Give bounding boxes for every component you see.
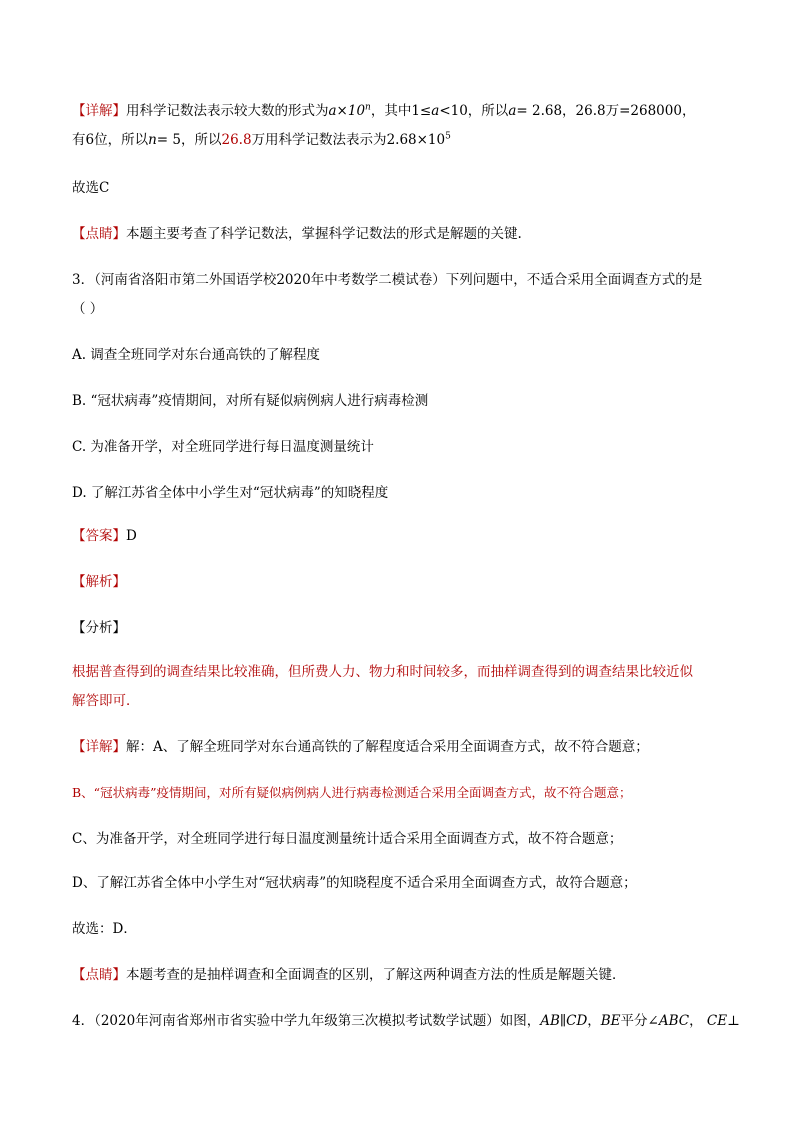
q3-detail-c: C、为准备开学，对全班同学进行每日温度测量统计适合采用全面调查方式，故不符合题意； xyxy=(72,831,623,847)
q2-point-tag: 【点睛】 xyxy=(72,226,126,242)
q4-stem-seg1: 4．（2020年河南省郑州市省实验中学九年级第三次模拟考试数学试题）如图， xyxy=(72,1013,541,1029)
q2-point-text: 本题主要考查了科学记数法，掌握科学记数法的形式是解题的关键. xyxy=(126,226,522,242)
q2-choose: 故选C xyxy=(72,180,110,196)
q2-detail-seg1: 用科学记数法表示较大数的形式为 xyxy=(126,103,329,119)
q2-detail-line-2 xyxy=(72,130,732,150)
q2-detail2-formula: n xyxy=(148,132,157,148)
q4-formula-abc: ABC xyxy=(658,1013,690,1029)
q4-formula-be: BE xyxy=(600,1013,621,1029)
q2-detail-seg4: = 2.68，26.8万=268000， xyxy=(516,103,696,119)
q3-fenxi-text-2: 解答即可． xyxy=(72,693,140,709)
q3-point xyxy=(72,965,732,985)
q4-stem-seg2: ， xyxy=(587,1013,601,1029)
q3-detail-d: D、了解江苏省全体中小学生对“冠状病毒”的知晓程度不适合采用全面调查方式，故符合题意； xyxy=(72,875,637,891)
q2-detail-line-1 xyxy=(72,101,732,121)
q2-detail2-red: 26.8 xyxy=(221,132,252,148)
q2-detail2-seg3: 万用科学记数法表示为 xyxy=(251,132,387,148)
q2-point xyxy=(72,224,732,244)
q3-fenxi-text-1: 根据普查得到的调查结果比较准确，但所费人力、物力和时间较多，而抽样调查得到的调查结果比较近似 xyxy=(72,664,693,680)
q3-stem-line-2: （ ） xyxy=(72,301,104,317)
q3-analysis-tag: 【解析】 xyxy=(72,574,126,590)
q3-option-c: C. 为准备开学，对全班同学进行每日温度测量统计 xyxy=(72,439,374,455)
q3-stem-line-1: 3．（河南省洛阳市第二外国语学校2020年中考数学二模试卷）下列问题中，不适合采用全面调查方式的是 xyxy=(72,272,703,288)
q4-formula-ce: CE xyxy=(706,1013,728,1029)
q2-detail-formula1: $a\times 10^n$ xyxy=(328,102,371,119)
q4-stem-seg3: 平分∠ xyxy=(620,1013,659,1029)
q3-detail-a xyxy=(72,737,732,757)
q4-stem xyxy=(72,1011,740,1031)
q3-point-text: 本题考查的是抽样调查和全面调查的区别，了解这两种调查方法的性质是解题关键． xyxy=(126,967,626,983)
q2-detail-seg2: ，其中1≤ xyxy=(370,103,432,119)
q3-detail-a-text: 解：A、了解全班同学对东台通高铁的了解程度适合采用全面调查方式，故不符合题意； xyxy=(126,739,649,755)
q3-option-d: D. 了解江苏省全体中小学生对“冠状病毒”的知晓程度 xyxy=(72,485,389,501)
q4-formula-ab-cd: AB∥CD xyxy=(540,1013,588,1029)
q3-answer xyxy=(72,526,732,546)
q3-fenxi-tag: 【分析】 xyxy=(72,620,126,636)
q3-option-b: B. “冠状病毒”疫情期间，对所有疑似病例病人进行病毒检测 xyxy=(72,393,429,409)
q3-detail-tag: 【详解】 xyxy=(72,739,126,755)
q2-detail2-seg2: = 5，所以 xyxy=(156,132,222,148)
q2-detail-tag: 【详解】 xyxy=(72,103,126,119)
q2-detail2-result: $2.68\times 10^5$ xyxy=(386,131,451,148)
q4-stem-seg4: ， xyxy=(689,1013,707,1029)
q4-stem-seg5: ⊥ xyxy=(727,1013,740,1029)
q2-detail-seg3: <10，所以 xyxy=(439,103,509,119)
q2-detail-formula2: a xyxy=(431,103,440,119)
q3-detail-b: B、“冠状病毒”疫情期间，对所有疑似病例病人进行病毒检测适合采用全面调查方式，故不符合题意； xyxy=(72,785,632,800)
q2-detail-formula3: a xyxy=(508,103,517,119)
q3-choose: 故选：D． xyxy=(72,921,137,937)
q3-answer-tag: 【答案】 xyxy=(72,528,126,544)
q3-point-tag: 【点睛】 xyxy=(72,967,126,983)
q3-option-a: A. 调查全班同学对东台通高铁的了解程度 xyxy=(72,347,320,363)
q3-answer-value: D xyxy=(126,528,137,544)
q2-detail2-seg1: 有6位，所以 xyxy=(72,132,149,148)
